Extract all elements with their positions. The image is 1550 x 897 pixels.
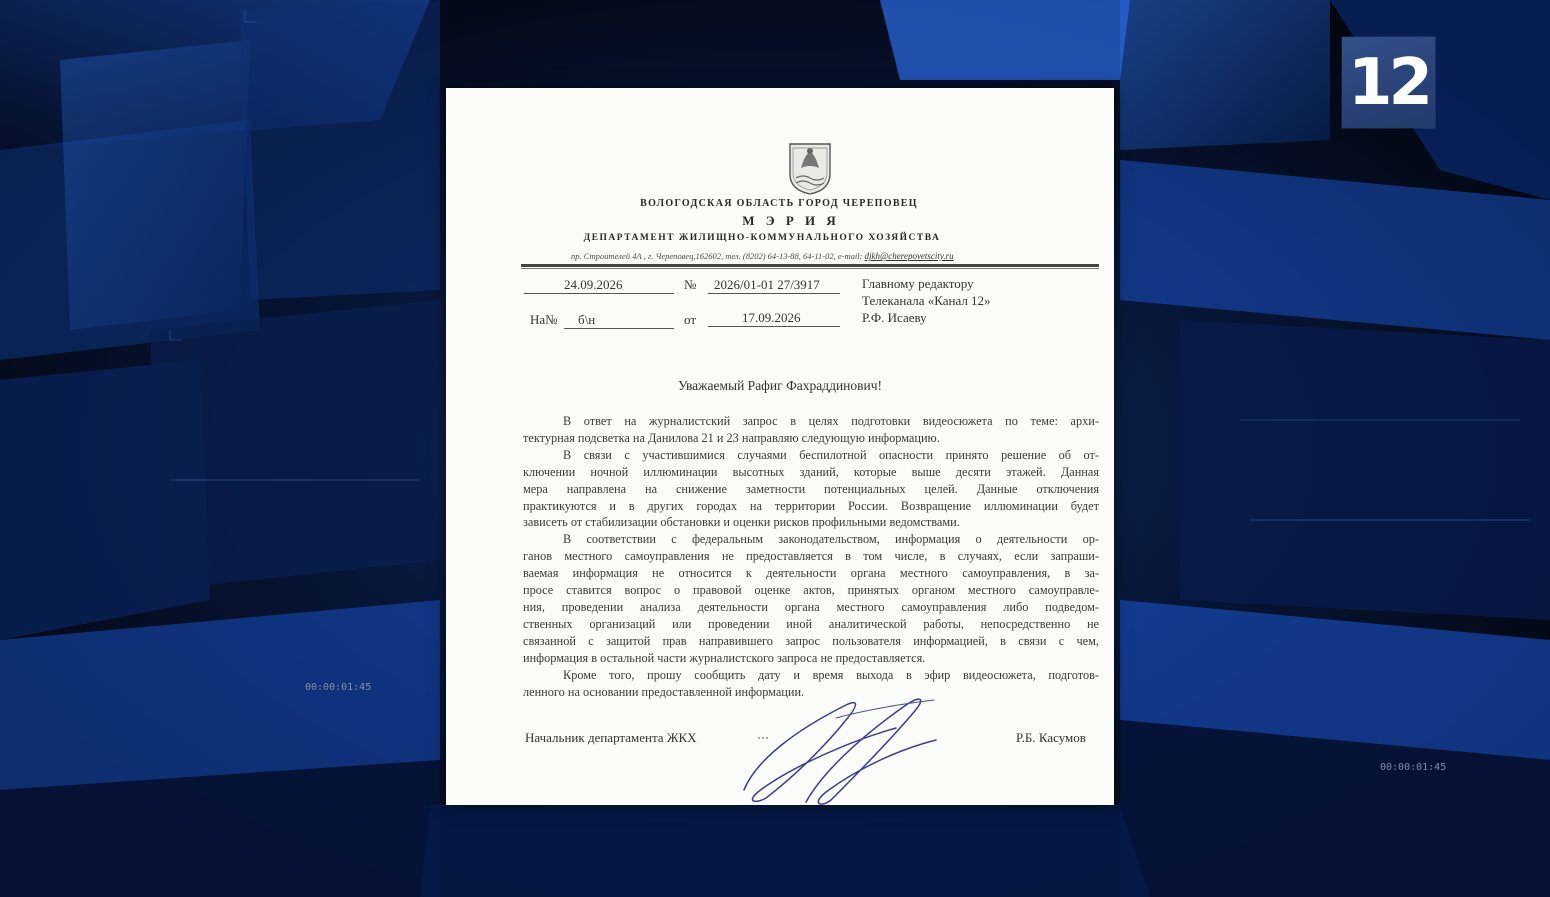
recipient-line-3: Р.Ф. Исаеву <box>862 310 927 325</box>
paragraph <box>523 447 1099 532</box>
body-line: ваемая информация не относится к деятельности органа местного самоуправления, в за- <box>523 566 1099 581</box>
header-rule-thin <box>521 268 1099 269</box>
signatory-name: Р.Б. Касумов <box>1016 730 1086 745</box>
body-line: зависеть от стабилизации обстановки и оценки рисков профильными ведомствами. <box>523 515 960 530</box>
body-line: ганов местного самоуправления не предоставляется в том числе, в случаях, если запраши- <box>523 549 1099 564</box>
ref-label: На№ <box>530 312 558 327</box>
salutation: Уважаемый Рафиг Фахраддинович! <box>677 378 883 393</box>
signatory-position: Начальник департамента ЖКХ <box>525 730 697 745</box>
letter-body <box>523 413 1099 700</box>
timecode-right: 00:00:01:45 <box>1380 762 1447 773</box>
official-letter <box>446 88 1114 805</box>
handwritten-signature <box>736 680 966 805</box>
email-text: djkh@cherepovetscity.ru <box>864 251 954 261</box>
address-text: пр. Строителей 4А , г. Череповец,162602, тел. (8202) 64-13-88, 64-11-02, e-mail: <box>571 251 863 261</box>
ref-date: 17.09.2026 <box>742 310 801 325</box>
body-line: В связи с участившимися случаями беспилотной опасности принято решение об от- <box>563 447 1099 462</box>
recipient-line-1: Главному редактору <box>862 276 974 291</box>
body-line: тектурная подсветка на Данилова 21 и 23 направляю следующую информацию. <box>523 430 940 445</box>
header-region: ВОЛОГОДСКАЯ ОБЛАСТЬ ГОРОД ЧЕРЕПОВЕЦ <box>640 198 918 209</box>
body-line: мера направлена на снижение заметности потенциальных целей. Данные отключения <box>523 481 1099 496</box>
ref-date-underline <box>708 326 840 327</box>
from-label: от <box>684 312 697 327</box>
body-line: просе ставится вопрос о правовой оценке актов, принятых органом местного самоуправле- <box>523 583 1099 598</box>
number-underline <box>708 293 840 294</box>
timecode-left: 00:00:01:45 <box>305 682 372 693</box>
recipient-line-2: Телеканала «Канал 12» <box>862 293 991 308</box>
body-line: практикуются и в других городах на территории России. Возвращение иллюминации будет <box>523 498 1099 513</box>
body-line: ния, проведении анализа деятельности органа местного самоуправления либо подведом- <box>523 599 1099 614</box>
ref-underline <box>564 328 674 329</box>
body-line: В соответствии с федеральным законодательством, информация о деятельности ор- <box>563 532 1099 547</box>
body-line: Кроме того, прошу сообщить дату и время выхода в эфир видеосюжета, подготов- <box>563 667 1099 682</box>
header-rule-thick <box>521 264 1099 267</box>
letter-date: 24.09.2026 <box>564 277 623 292</box>
ref-number: б\н <box>578 312 596 327</box>
body-line: информация в остальной части журналистского запроса не предоставляется. <box>523 650 926 665</box>
body-line: связанной с защитой прав направившего запрос пользователя информацией, в связи с чем, <box>523 633 1099 648</box>
header-department: ДЕПАРТАМЕНТ ЖИЛИЩНО-КОММУНАЛЬНОГО ХОЗЯЙСТВА <box>583 233 941 243</box>
body-line: В ответ на журналистский запрос в целях подготовки видеосюжета по теме: архи- <box>563 414 1099 428</box>
body-line: ственных организаций или проведении иной аналитической работы, непосредственно не <box>523 616 1099 631</box>
body-line: ленного на основании предоставленной информации. <box>523 684 805 699</box>
body-line: ключении ночной иллюминации высотных зданий, которые выше десяти этажей. Данная <box>523 464 1099 479</box>
channel-logo-text: 12 <box>1347 45 1430 120</box>
paragraph <box>523 531 1099 666</box>
header-org: М Э Р И Я <box>742 213 840 228</box>
number-label: № <box>684 277 697 292</box>
letter-number: 2026/01-01 27/3917 <box>714 277 820 292</box>
header-address <box>571 251 954 261</box>
channel-logo <box>1342 37 1435 128</box>
paragraph <box>523 413 1099 447</box>
coat-of-arms-icon <box>787 140 833 196</box>
date-underline <box>524 293 674 294</box>
